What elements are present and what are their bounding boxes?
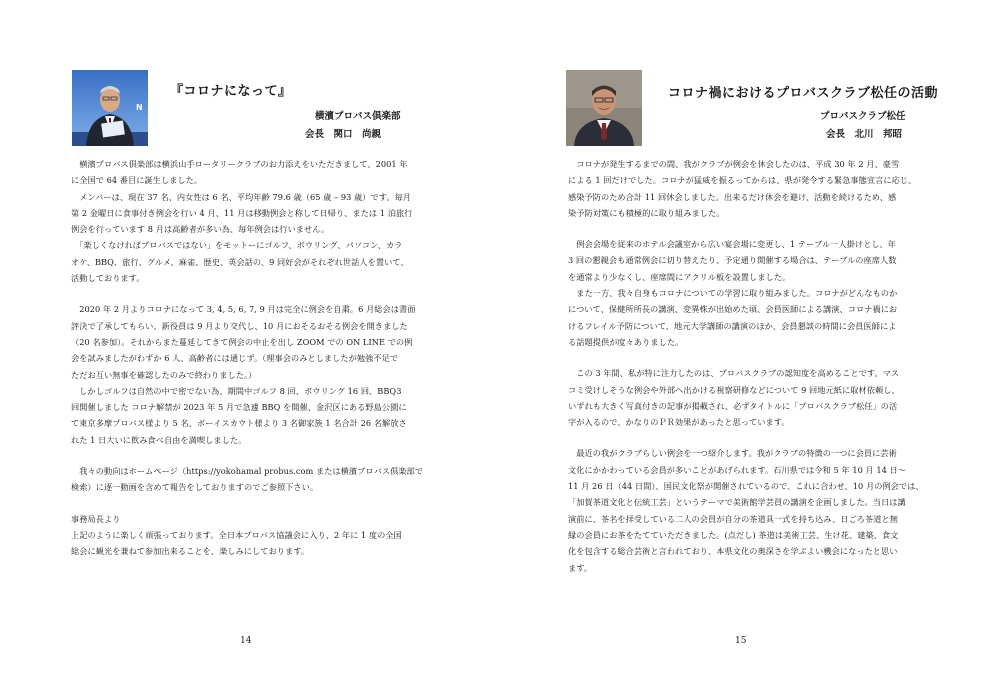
article-title: コロナ禍におけるプロバスクラブ松任の活動 bbox=[668, 86, 939, 101]
article-body bbox=[568, 156, 928, 576]
body-line: 上記のように楽しく頑張っております。全日本プロバス協議会に入り、2 年に 1 度の全国 bbox=[71, 529, 402, 540]
body-line: 検索）に逐一動画を含めて報告をしておりますのでご参照下さい。 bbox=[71, 482, 319, 493]
body-line: 横濱プロバス倶楽部は横浜山手ロータリークラブのお力添えをいただきまして、2001 年 bbox=[71, 159, 408, 169]
body-line: ます。 bbox=[568, 562, 593, 573]
body-line: 最近の我がクラブらしい例会を一つ紹介します。我がクラブの特徴の一つに会員に芸術 bbox=[568, 448, 897, 459]
paragraph-gap bbox=[71, 286, 431, 301]
organization-name: プロバスクラブ松任 bbox=[820, 111, 906, 122]
body-line: て東京多摩プロバス様より 5 名、ボーイスカウト様より 3 名御家族 1 名合計 26 名解放さ bbox=[71, 418, 407, 429]
body-line: 「加賀茶道文化と伝統工芸」というテーマで美術館学芸員の講演を企画しました。当日は講 bbox=[568, 497, 906, 508]
body-line: 総会に観光を兼ねて参加出来ることを、楽しみにしております。 bbox=[71, 546, 310, 557]
paragraph-gap bbox=[568, 430, 928, 445]
body-line: 演前に、茶名を拝受している二人の会員が自分の茶道具一式を持ち込み、日ごろ茶道と無 bbox=[568, 513, 898, 524]
body-line: 我々の動向はホームページ（https://yokohamal probus.com または横濱プロバス倶楽部で bbox=[71, 466, 424, 477]
body-line: 縁の会員にお茶をたてていただきました。(点だし) 茶道は美術工芸、生け花、建築、食文 bbox=[568, 529, 899, 540]
body-line: この 3 年間、私が特に注力したのは、プロバスクラブの認知度を高めることです。マス bbox=[568, 368, 900, 379]
body-line: 例会会場を従来のホテル会議室から広い宴会場に変更し、1 テーブル一人掛けとし、年 bbox=[568, 239, 897, 250]
organization-name: 横濱プロバス倶楽部 bbox=[315, 111, 401, 122]
body-line: オケ、BBQ、旅行、グルメ、麻雀、歴史、英会話の、9 同好会がそれぞれ世話人を置いて、 bbox=[71, 256, 409, 267]
body-line: また一方、我々自身もコロナについての学習に取り組みました。コロナがどんなものか bbox=[568, 288, 898, 299]
body-line: けるフレイル予防について、地元大学講師の講演のほか、会員懇談の時間に会員医師によ bbox=[568, 320, 897, 331]
paragraph-gap bbox=[71, 448, 431, 463]
body-line: コロナが発生するまでの間、我がクラブが例会を休会したのは、平成 30 年 2 月、豪雪 bbox=[568, 159, 900, 169]
paragraph-gap bbox=[568, 350, 928, 365]
body-line: による 1 回だけでした。コロナが猛威を振るってからは、県が発令する緊急事態宣言に応じ、 bbox=[568, 175, 917, 186]
body-line: に全国で 64 番目に誕生しました。 bbox=[71, 175, 203, 186]
body-line: 会を試みましたがわずか 6 人、高齢者には通じず。（理事会のみとしましたが勉強不足で bbox=[71, 353, 399, 364]
page-number: 15 bbox=[735, 636, 747, 646]
body-line: れた 1 日大いに飲み食べ自由を満喫しました。 bbox=[71, 434, 247, 445]
body-line: いずれも大きく写真付きの記事が掲載され、必ずタイトルに「プロバスクラブ松任」の活 bbox=[568, 400, 898, 411]
body-line: 染予防対策にも積極的に取り組みました。 bbox=[568, 207, 725, 218]
body-line: 3 回の懇親会も通常例会に切り替えたり、予定通り開催する場合は、テーブルの座席人数 bbox=[568, 255, 897, 266]
author-name: 会長 関口 尚親 bbox=[305, 129, 382, 140]
body-line: 化を包含する総合芸術と言われており、本県文化の奥深さを学ぶよい機会になったと思い bbox=[568, 546, 898, 557]
body-line: を通常より少なくし、座席間にアクリル板を設置しました。 bbox=[568, 271, 791, 282]
body-line: 「楽しくなければプロバスではない」をモットーにゴルフ、ボウリング、パソコン、カラ bbox=[71, 240, 403, 251]
body-line: 評決で了承してもらい、新役員は 9 月より交代し、10 月におそるおそる例会を開きました bbox=[71, 320, 408, 331]
paragraph-gap bbox=[71, 496, 431, 511]
right-page bbox=[495, 0, 990, 700]
author-photo bbox=[566, 70, 642, 146]
body-line: 回開催しました コロナ解禁が 2023 年 5 月で急遽 BBQ を開催、金沢区にある野島公園に bbox=[71, 402, 407, 413]
body-line: 第 2 金曜日に食事付き例会を行い 4 月、11 月は移動例会と称して日帰り、または 1 泊旅行 bbox=[71, 207, 413, 218]
article-body bbox=[71, 156, 431, 560]
author-name: 会長 北川 邦昭 bbox=[826, 129, 903, 140]
body-line: メンバーは、現在 37 名、内女性は 6 名、平均年齢 79.6 歳（65 歳 – 93 歳）です。毎月 bbox=[71, 191, 412, 202]
body-line: る話題提供が度々ありました。 bbox=[568, 336, 684, 347]
body-line: 例会を行っています 8 月は高齢者が多い為、毎年例会は行いません。 bbox=[71, 224, 330, 235]
body-line: について、保健所所長の講演、変異株が出始めた頃、会員医師による講演、コロナ禍にお bbox=[568, 304, 898, 315]
body-line: 2020 年 2 月よりコロナになって 3, 4, 5, 6, 7, 9 月は完全に例会を自粛。6 月総会は書面 bbox=[71, 304, 416, 315]
svg-text:N: N bbox=[136, 103, 143, 112]
page-number: 14 bbox=[240, 636, 252, 646]
body-line: 字が入るので、かなりのＰＲ効果があったと思っています。 bbox=[568, 417, 790, 428]
body-line: （20 名参加）。それからまた蔓延してきて例会の中止を出し ZOOM での ON LINE での例 bbox=[71, 336, 413, 347]
author-photo bbox=[72, 70, 148, 146]
body-line: 文化にかかわっている会員が多いことがあげられます。石川県では令和 5 年 10 月 14 日～ bbox=[568, 464, 907, 475]
body-line: コミ受けしそうな例会や外部へ出かける視察研修などについて 9 回地元紙に取材依頼し、 bbox=[568, 384, 900, 395]
paragraph-gap bbox=[568, 221, 928, 236]
body-line: しかしゴルフは自然の中で密でない為、期間中ゴルフ 8 回、ボウリング 16 回、BBQ3 bbox=[71, 385, 402, 396]
body-line: 11 月 26 日（44 日間）、国民文化祭が開催されているので、これに合わせ、10 月の例会では、 bbox=[568, 481, 924, 492]
body-line: ただお互い無事を確認したのみで終わりました。） bbox=[71, 369, 257, 380]
body-line: 事務局長より bbox=[71, 513, 121, 524]
body-line: 感染予防のため合計 11 回休会しました。出来るだけ休会を避け、活動を続けるため、感 bbox=[568, 191, 897, 202]
article-title: 『コロナになって』 bbox=[170, 84, 292, 99]
body-line: 活動しております。 bbox=[71, 273, 145, 284]
